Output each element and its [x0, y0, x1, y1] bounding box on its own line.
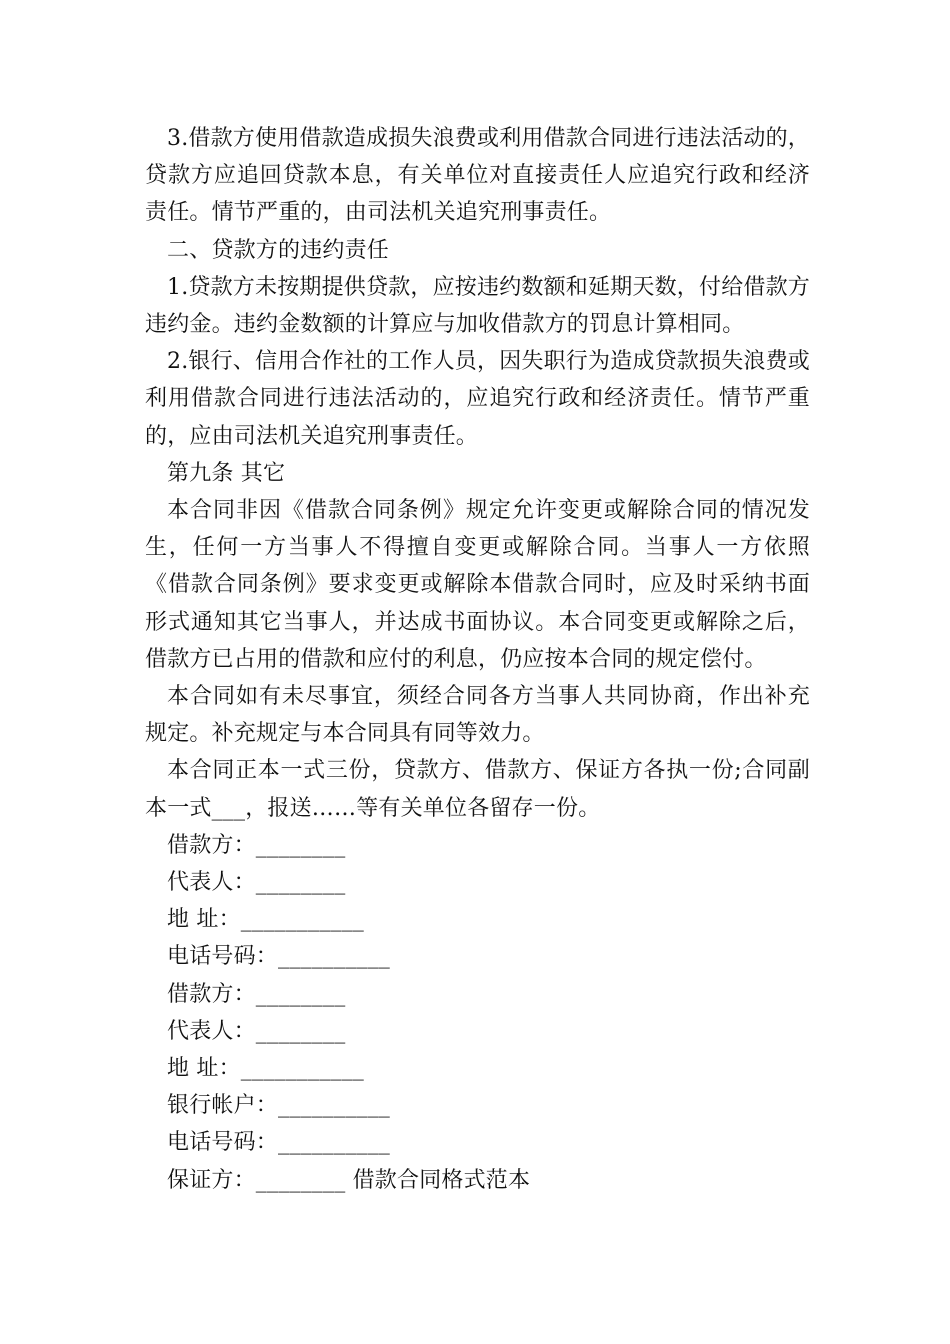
signature-line-representative: 代表人：________	[167, 870, 346, 896]
section-heading-article-9: 第九条 其它	[167, 460, 286, 486]
paragraph-lender-clause-2: 2.银行、信用合作社的工作人员，因失职行为造成贷款损失浪费或利用借款合同进行违法活动的，应追究行政和经济责任。情节严重的，应由司法机关追究刑事责任。	[145, 349, 810, 449]
signature-line-phone-2: 电话号码：__________	[167, 1130, 391, 1156]
signature-block	[145, 827, 810, 1199]
paragraph-supplement: 本合同如有未尽事宜，须经合同各方当事人共同协商，作出补充规定。补充规定与本合同具有同等效力。	[145, 684, 810, 747]
paragraph-clause-3: 3.借款方使用借款造成损失浪费或利用借款合同进行违法活动的，贷款方应追回贷款本息，有关单位对直接责任人应追究行政和经济责任。情节严重的，由司法机关追究刑事责任。	[145, 126, 810, 226]
paragraph-copies: 本合同正本一式三份，贷款方、借款方、保证方各执一份;合同副本一式___，报送……等有关单位各留存一份。	[145, 758, 810, 821]
signature-line-representative-2: 代表人：________	[167, 1018, 346, 1044]
signature-line-bank-account: 银行帐户：__________	[167, 1093, 391, 1119]
signature-line-borrower: 借款方：________	[167, 832, 346, 858]
signature-line-guarantor: 保证方：________ 借款合同格式范本	[167, 1167, 531, 1193]
paragraph-lender-clause-1: 1.贷款方未按期提供贷款，应按违约数额和延期天数，付给借款方违约金。违约金数额的计算应与加收借款方的罚息计算相同。	[145, 274, 810, 338]
signature-line-phone: 电话号码：__________	[167, 944, 391, 970]
section-heading-lender-liability: 二、贷款方的违约责任	[167, 237, 390, 263]
signature-line-address: 地 址：___________	[167, 907, 364, 933]
signature-line-borrower-2: 借款方：________	[167, 981, 346, 1007]
document-page	[145, 120, 810, 1199]
paragraph-contract-change: 本合同非因《借款合同条例》规定允许变更或解除合同的情况发生，任何一方当事人不得擅自变更或解除合同。当事人一方依照《借款合同条例》要求变更或解除本借款合同时，应及时采纳书面形式通知其它当事人，并达成书面协议。本合同变更或解除之后，借款方已占用的借款和应付的利息，仍应按本合同的规定偿付。	[145, 498, 810, 672]
signature-line-address-2: 地 址：___________	[167, 1056, 364, 1082]
